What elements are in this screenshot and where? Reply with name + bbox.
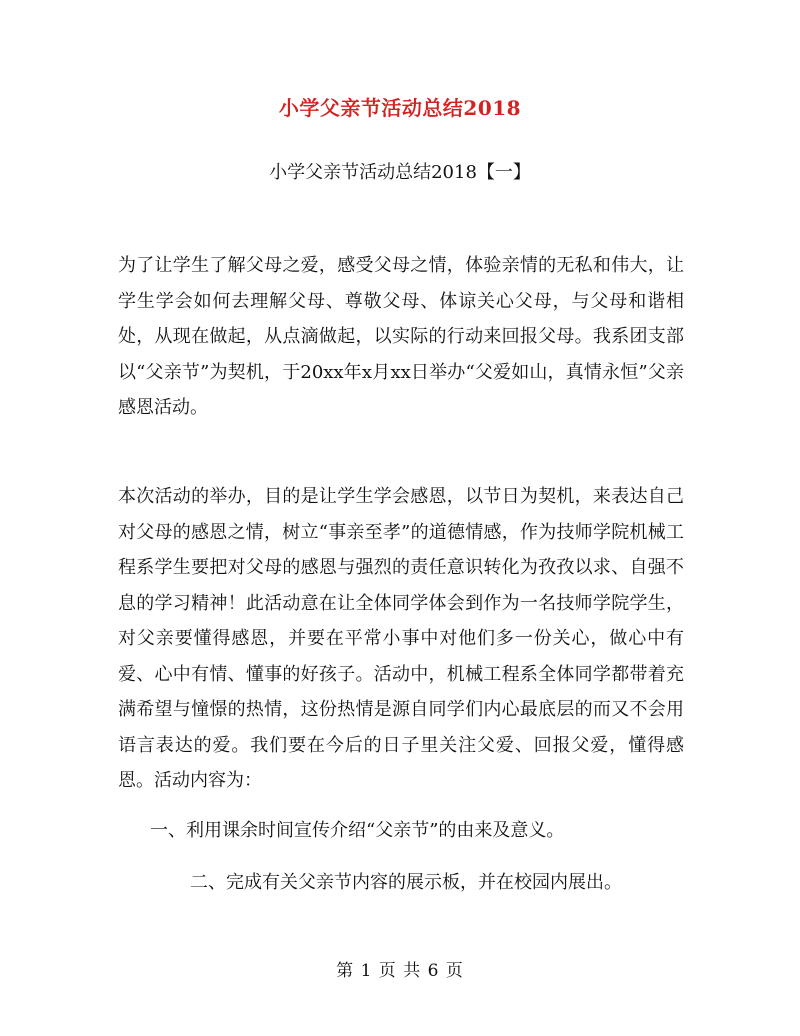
page-footer: 第 1 页 共 6 页 xyxy=(336,961,464,981)
body-paragraph: 为了让学生了解父母之爱，感受父母之情，体验亲情的无私和伟大，让学生学会如何去理解父母、尊敬父母、体谅关心父母，与父母和谐相处，从现在做起，从点滴做起，以实际的行动来回报父母。我系团支部以“父亲节”为契机，于20xx年x月xx日举办“父爱如山，真情永恒”父亲感恩活动。 xyxy=(118,255,684,418)
section-heading: 小学父亲节活动总结2018【一】 xyxy=(269,162,531,183)
body-paragraph: 本次活动的举办，目的是让学生学会感恩，以节日为契机，来表达自己对父母的感恩之情，树立“事亲至孝”的道德情感，作为技师学院机械工程系学生要把对父母的感恩与强烈的责任意识转化为孜孜以求、自强不息的学习精神！此活动意在让全体同学体会到作为一名技师学院学生，对父亲要懂得感恩，并要在平常小事中对他们多一份关心，做心中有爱、心中有情、懂事的好孩子。活动中，机械工程系全体同学都带着充满希望与憧憬的热情，这份热情是源自同学们内心最底层的而又不会用语言表达的爱。我们要在今后的日子里关注父爱、回报父爱，懂得感恩。活动内容为： xyxy=(118,486,684,791)
activity-list-item: 二、完成有关父亲节内容的展示板，并在校园内展出。 xyxy=(190,872,622,893)
activity-list-item: 一、利用课余时间宣传介绍“父亲节”的由来及意义。 xyxy=(150,820,565,841)
document-title: 小学父亲节活动总结2018 xyxy=(278,96,522,120)
